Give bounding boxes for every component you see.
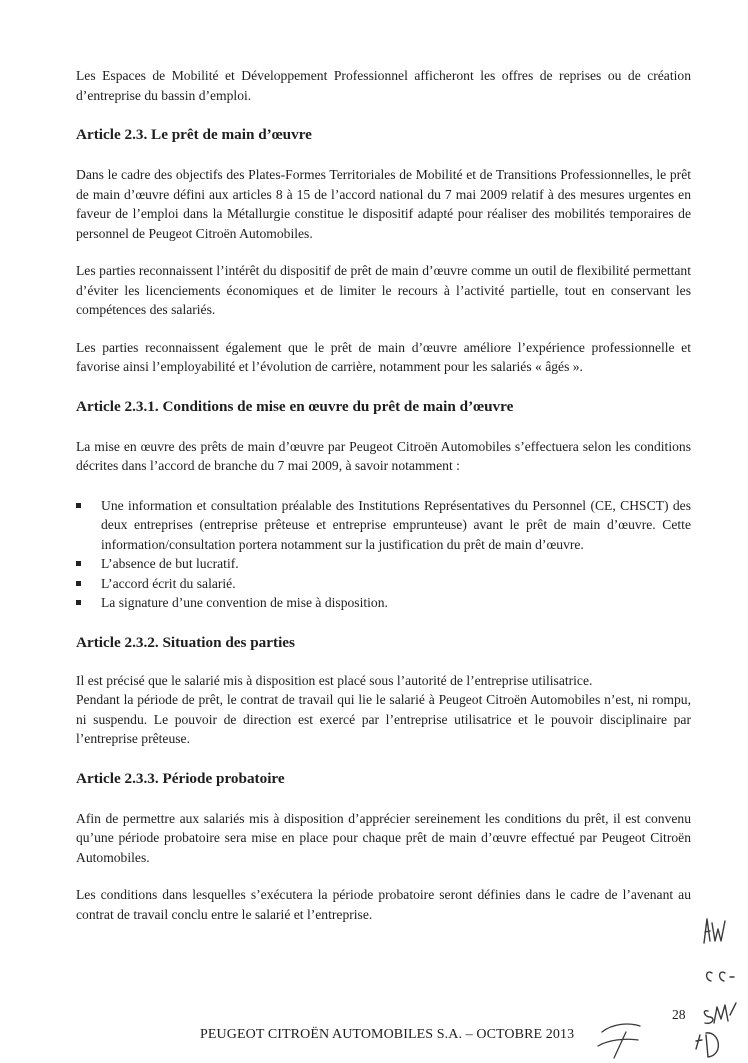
page-number: 28 xyxy=(672,1007,686,1022)
handwritten-signature xyxy=(592,1010,644,1060)
article-2-3-paragraph-1: Dans le cadre des objectifs des Plates-Formes Territoriales de Mobilité et de Transitions Professionnelles, le prêt de main d’œuvre défini aux articles 8 à 15 de l’accord national du 7 mai 2009 relatif à des mesures urgentes en faveur de l’emploi dans la Métallurgie constitue le dispositif adapté pour réaliser des mobilités temporaires de personnel de Peugeot Citroën Automobiles. xyxy=(76,167,691,241)
article-2-3-heading: Article 2.3. Le prêt de main d’œuvre xyxy=(76,126,312,143)
article-2-3-2-heading: Article 2.3.2. Situation des parties xyxy=(76,633,295,651)
article-2-3-1-paragraph-1: La mise en œuvre des prêts de main d’œuvre par Peugeot Citroën Automobiles s’effectuera selon les conditions décrites dans l’accord de branche du 7 mai 2009, à savoir notamment : xyxy=(76,438,691,473)
list-item: La signature d’une convention de mise à disposition. xyxy=(76,593,691,613)
conditions-list xyxy=(76,496,691,613)
article-2-3-3-heading: Article 2.3.3. Période probatoire xyxy=(76,769,285,787)
intro-paragraph: Les Espaces de Mobilité et Développement Professionnel afficheront les offres de reprises ou de création d’entreprise du bassin d’emploi. xyxy=(76,68,691,103)
handwritten-initials xyxy=(690,905,748,1063)
document-body xyxy=(76,66,691,924)
article-2-3-1-heading: Article 2.3.1. Conditions de mise en œuvre du prêt de main d’œuvre xyxy=(76,397,514,415)
list-item: L’accord écrit du salarié. xyxy=(76,574,691,594)
article-2-3-3-paragraph-2: Les conditions dans lesquelles s’exécutera la période probatoire seront définies dans le cadre de l’avenant au contrat de travail conclu entre le salarié et l’entreprise. xyxy=(76,887,691,922)
list-item: Une information et consultation préalable des Institutions Représentatives du Personnel (CE, CHSCT) des deux entreprises (entreprise prêteuse et entreprise emprunteuse) avant le prêt de main d’œuvre. Cette information/consultation portera notamment sur la justification du prêt de main d’œuvre. xyxy=(76,496,691,555)
article-2-3-3-paragraph-1: Afin de permettre aux salariés mis à disposition d’apprécier sereinement les conditions du prêt, il est convenu qu’une période probatoire sera mise en place pour chaque prêt de main d’œuvre effectué par Peugeot Citroën Automobiles. xyxy=(76,810,691,865)
article-2-3-paragraph-3: Les parties reconnaissent également que le prêt de main d’œuvre améliore l’expérience professionnelle et favorise ainsi l’employabilité et l’évolution de carrière, notamment pour les salariés « âgés ». xyxy=(76,339,691,374)
article-2-3-paragraph-2: Les parties reconnaissent l’intérêt du dispositif de prêt de main d’œuvre comme un outil de flexibilité permettant d’éviter les licenciements économiques et de limiter le recours à l’activité partielle, tout en conservant les compétences des salariés. xyxy=(76,263,691,317)
initials-fd xyxy=(696,1033,718,1057)
article-2-3-2-paragraph-1: Il est précisé que le salarié mis à disposition est placé sous l’autorité de l’entreprise utilisatrice. xyxy=(76,672,593,688)
article-2-3-2-paragraph-2: Pendant la période de prêt, le contrat de travail qui lie le salarié à Peugeot Citroën Automobiles n’est, ni rompu, ni suspendu. Le pouvoir de direction est exercé par l’entreprise utilisatrice et le pouvoir disciplinaire par l’entreprise prêteuse. xyxy=(76,692,691,746)
initials-sm xyxy=(704,1003,736,1023)
initials-aw xyxy=(704,919,725,943)
initials-cc xyxy=(707,972,734,981)
list-item: L’absence de but lucratif. xyxy=(76,554,691,574)
page-footer: PEUGEOT CITROËN AUTOMOBILES S.A. – OCTOBRE 2013 xyxy=(200,1027,575,1042)
